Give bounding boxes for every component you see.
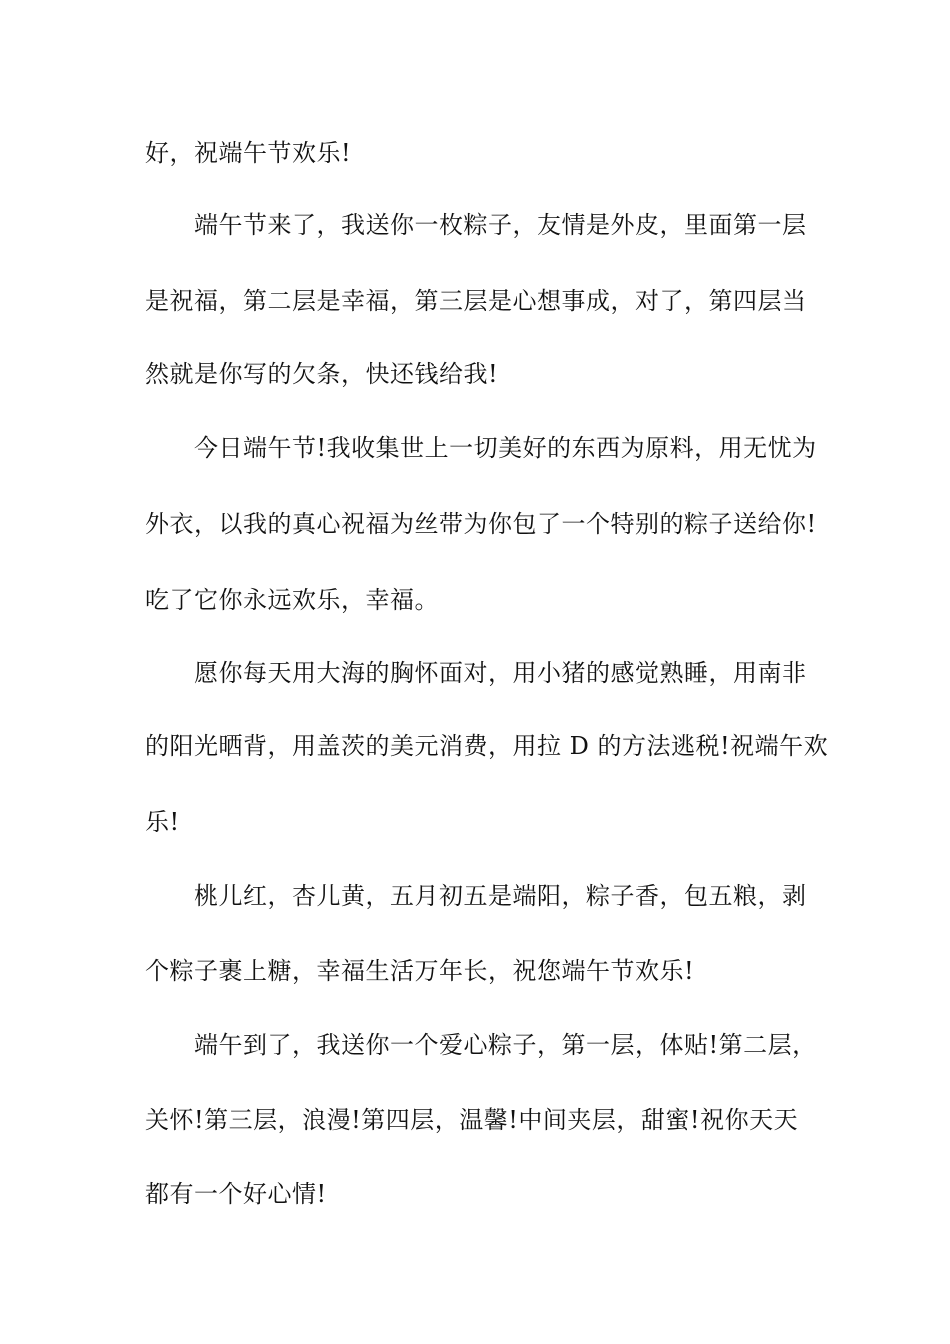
text-line: 吃了它你永远欢乐，幸福。 [145,586,439,614]
paragraph-first-line: 愿你每天用大海的胸怀面对，用小猪的感觉熟睡，用南非 [194,659,807,687]
text-line: 乐! [145,808,180,836]
text-line: 好，祝端午节欢乐! [145,139,352,167]
text-line: 外衣，以我的真心祝福为丝带为你包了一个特别的粽子送给你! [145,510,817,538]
text-line: 关怀!第三层，浪漫!第四层，温馨!中间夹层，甜蜜!祝你天天 [145,1106,799,1134]
text-line: 是祝福，第二层是幸福，第三层是心想事成，对了，第四层当 [145,287,807,315]
paragraph-first-line: 端午节来了，我送你一枚粽子，友情是外皮，里面第一层 [194,211,807,239]
text-line: 都有一个好心情! [145,1180,327,1208]
paragraph-first-line: 桃儿红，杏儿黄，五月初五是端阳，粽子香，包五粮，剥 [194,882,807,910]
text-line: 然就是你写的欠条，快还钱给我! [145,360,499,388]
paragraph-first-line: 端午到了，我送你一个爱心粽子，第一层，体贴!第二层， [194,1031,817,1059]
text-line: 个粽子裹上糖，幸福生活万年长，祝您端午节欢乐! [145,957,695,985]
paragraph-first-line: 今日端午节!我收集世上一切美好的东西为原料，用无忧为 [194,434,817,462]
text-line: 的阳光晒背，用盖茨的美元消费，用拉 D 的方法逃税!祝端午欢 [145,732,829,760]
